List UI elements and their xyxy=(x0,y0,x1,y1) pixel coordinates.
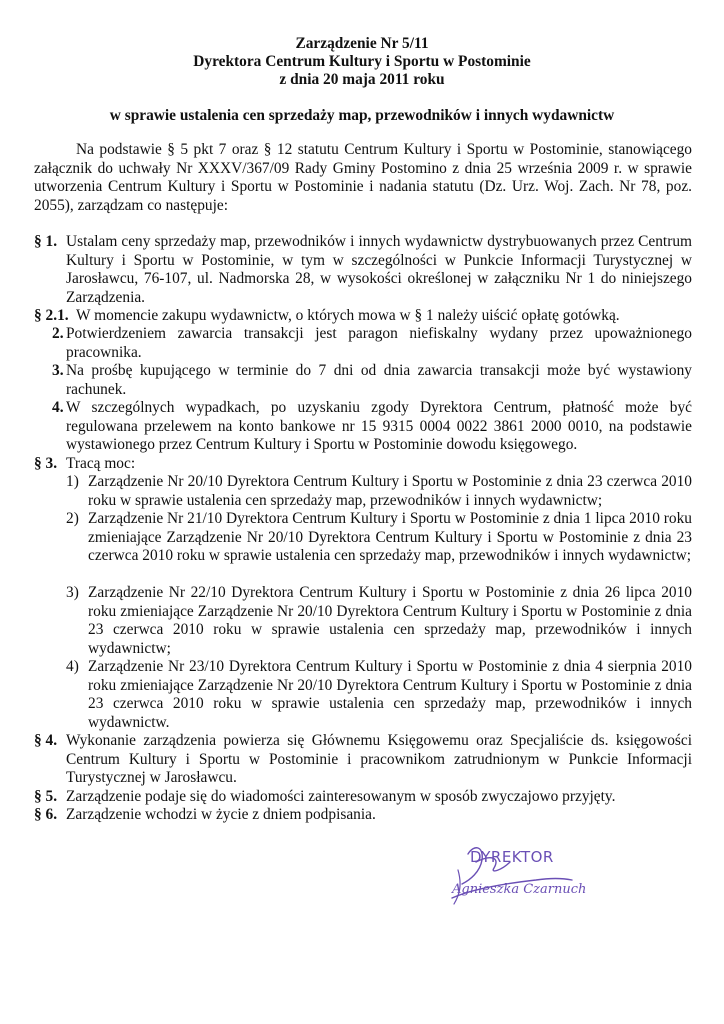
repealed-item-4-number: 4) xyxy=(66,658,79,675)
repealed-item-1-text: Zarządzenie Nr 20/10 Dyrektora Centrum Kultury i Sportu w Postominie z dnia 23 czerwca 2010 roku w sprawie ustalenia cen sprzedaży map, przewodników i innych wydawnictw; xyxy=(88,473,692,509)
repealed-item-4-text: Zarządzenie Nr 23/10 Dyrektora Centrum Kultury i Sportu w Postominie z dnia 4 sierpnia 2010 roku zmieniające Zarządzenie Nr 20/10 Dyrektora Centrum Kultury i Sportu w Postominie z dnia 23 czerwca 2010 roku w sprawie ustalenia cen sprzedaży map, przewodników i innych wydawnictw. xyxy=(88,658,692,731)
section-2-point-4-text: W szczególnych wypadkach, po uzyskaniu zgody Dyrektora Centrum, płatność może być regulowana przelewem na konto bankowe nr 15 9315 0004 0022 3861 2000 0010, na podstawie wystawionego przez Centrum Kultury i Sportu w Postominie dowodu księgowego. xyxy=(66,399,692,454)
section-4-text: Wykonanie zarządzenia powierza się Głównemu Księgowemu oraz Specjaliście ds. księgowości Centrum Kultury i Sportu w Postominie i pracownikom zatrudnionym w Punkcie Informacji Turystycznej w Jarosławcu. xyxy=(66,732,692,787)
section-2-point-3 xyxy=(52,362,692,399)
section-1 xyxy=(34,233,692,307)
signature-name: Agnieszka Czarnuch xyxy=(452,882,587,897)
decree-title: Zarządzenie Nr 5/11 xyxy=(295,35,429,52)
section-3-text: Tracą moc: xyxy=(66,455,136,472)
repealed-item-1-number: 1) xyxy=(66,473,79,490)
section-6-number: § 6. xyxy=(34,806,58,823)
section-4 xyxy=(34,732,692,788)
section-2-text: W momencie zakupu wydawnictw, o których mowa w § 1 należy uiścić opłatę gotówką. xyxy=(76,307,620,324)
repealed-item-3-number: 3) xyxy=(66,584,79,601)
section-4-number: § 4. xyxy=(34,732,58,749)
section-5-text: Zarządzenie podaje się do wiadomości zainteresowanym w sposób zwyczajowo przyjęty. xyxy=(66,788,616,805)
decree-subject: w sprawie ustalenia cen sprzedaży map, przewodników i innych wydawnictw xyxy=(109,107,615,124)
section-6 xyxy=(34,806,692,825)
repealed-item-3 xyxy=(66,584,692,658)
section-3-number: § 3. xyxy=(34,455,58,472)
section-3 xyxy=(34,455,692,474)
signature-title: DYREKTOR xyxy=(470,848,554,866)
repealed-item-2 xyxy=(66,510,692,566)
section-2-point-3-number: 3. xyxy=(52,362,64,379)
intro-paragraph: Na podstawie § 5 pkt 7 oraz § 12 statutu Centrum Kultury i Sportu w Postominie, stanowiącego załącznik do uchwały Nr XXXV/367/09 Rady Gminy Postomino z dnia 25 września 2009 r. w sprawie utworzenia Centrum Kultury i Sportu w Postominie i nadania statutu (Dz. Urz. Woj. Zach. Nr 78, poz. 2055), zarządzam co następuje: xyxy=(34,141,692,214)
section-5 xyxy=(34,788,692,807)
section-6-text: Zarządzenie wchodzi w życie z dniem podpisania. xyxy=(66,806,376,823)
section-2-number: § 2.1. xyxy=(34,307,69,324)
section-2-point-4 xyxy=(52,399,692,455)
repealed-item-1 xyxy=(66,473,692,510)
section-5-number: § 5. xyxy=(34,788,58,805)
section-2-point-2 xyxy=(52,325,692,362)
section-2 xyxy=(34,307,692,326)
section-2-point-2-number: 2. xyxy=(52,325,64,342)
decree-date: z dnia 20 maja 2011 roku xyxy=(279,71,445,88)
repealed-item-3-text: Zarządzenie Nr 22/10 Dyrektora Centrum Kultury i Sportu w Postominie z dnia 26 lipca 2010 roku zmieniające Zarządzenie Nr 20/10 Dyrektora Centrum Kultury i Sportu w Postominie z dnia 23 czerwca 2010 roku w sprawie ustalenia cen sprzedaży map, przewodników i innych wydawnictw; xyxy=(88,584,692,657)
section-2-point-3-text: Na prośbę kupującego w terminie do 7 dni od dnia zawarcia transakcji może być wystawiony rachunek. xyxy=(66,362,692,398)
section-1-number: § 1. xyxy=(34,233,58,250)
section-2-point-4-number: 4. xyxy=(52,399,64,416)
section-2-point-2-text: Potwierdzeniem zawarcia transakcji jest paragon niefiskalny wydany przez upoważnionego pracownika. xyxy=(66,325,692,361)
repealed-item-4 xyxy=(66,658,692,732)
repealed-item-2-text: Zarządzenie Nr 21/10 Dyrektora Centrum Kultury i Sportu w Postominie z dnia 1 lipca 2010 roku zmieniające Zarządzenie Nr 20/10 Dyrektora Centrum Kultury i Sportu w Postominie z dnia 23 czerwca 2010 roku w sprawie ustalenia cen sprzedaży map, przewodników i innych wydawnictw; xyxy=(88,510,692,565)
section-1-text: Ustalam ceny sprzedaży map, przewodników i innych wydawnictw dystrybuowanych przez Centrum Kultury i Sportu w Postominie, w tym w szczególności w Punkcie Informacji Turystycznej w Jarosławcu, 76-107, ul. Nadmorska 28, w wysokości określonej w załączniku Nr 1 do niniejszego Zarządzenia. xyxy=(66,233,692,306)
decree-issuer: Dyrektora Centrum Kultury i Sportu w Postominie xyxy=(193,53,531,70)
repealed-item-2-number: 2) xyxy=(66,510,79,527)
